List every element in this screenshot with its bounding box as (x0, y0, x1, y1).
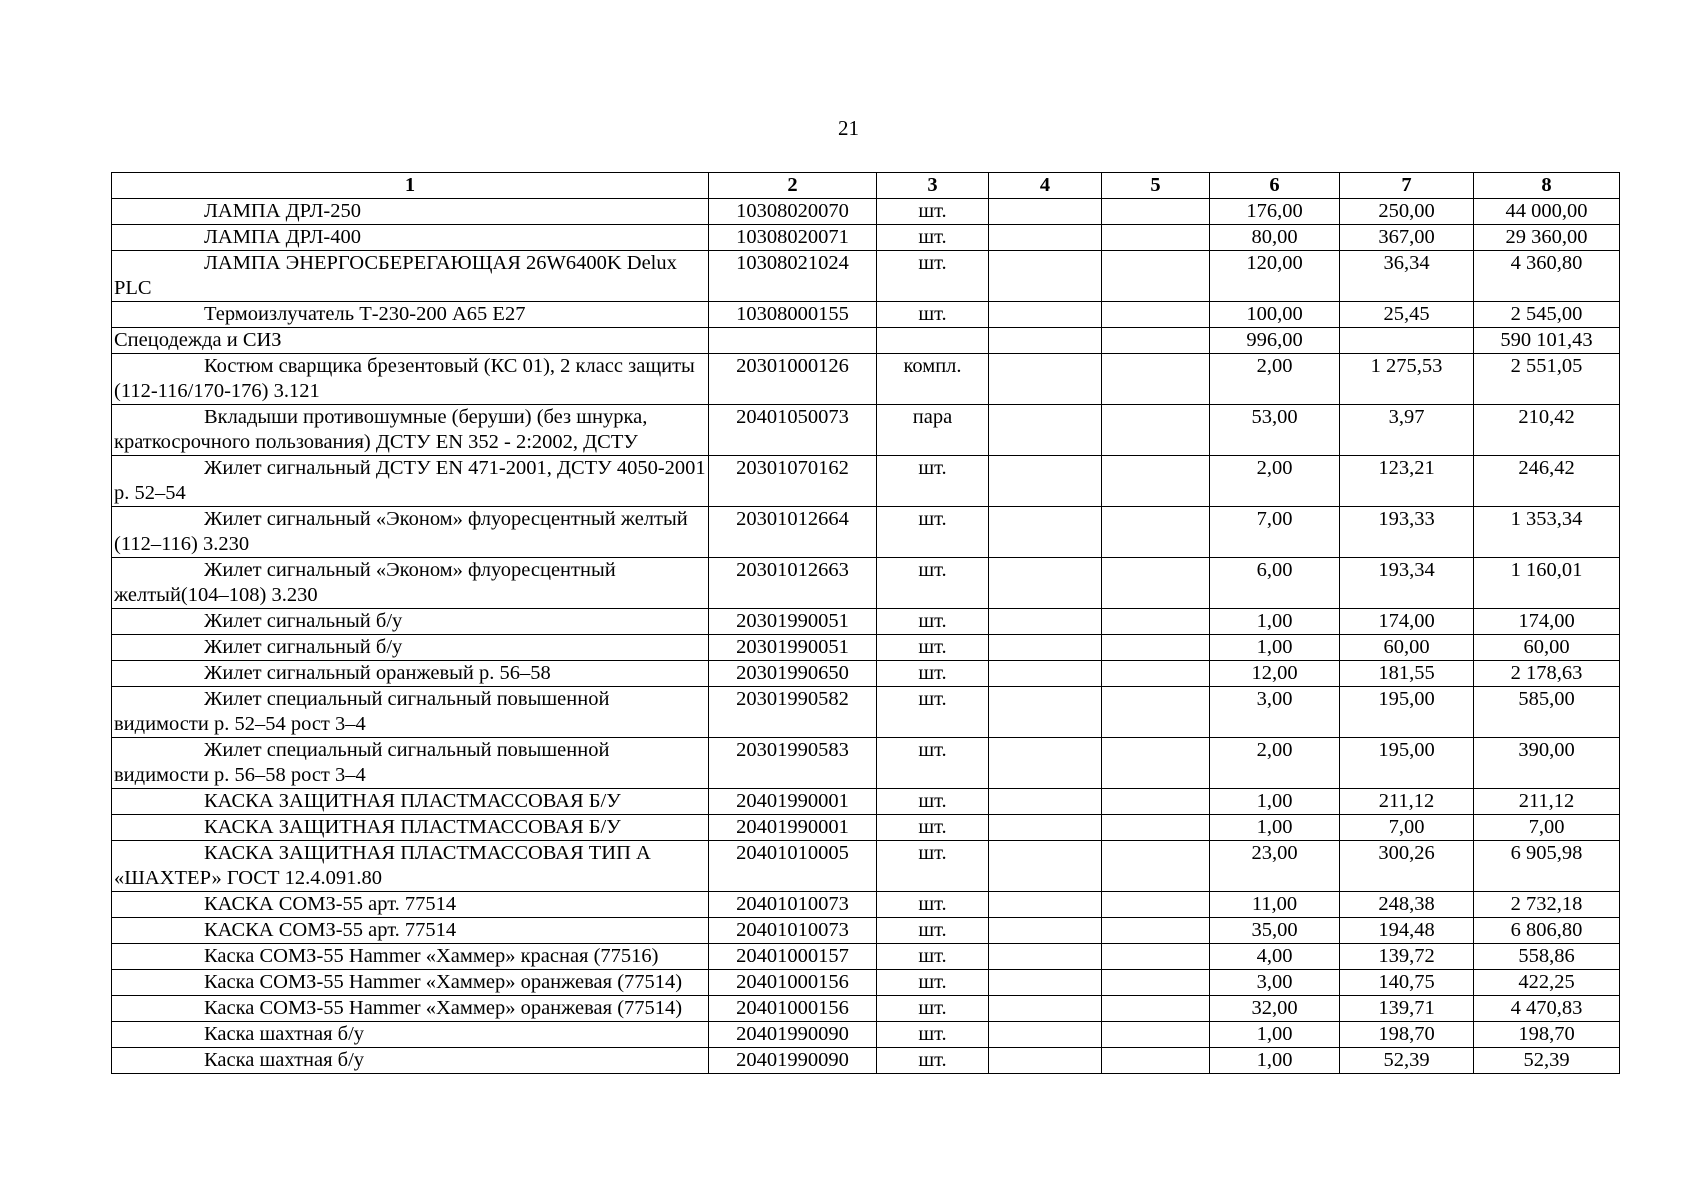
table-row (112, 1022, 1620, 1048)
price-cell: 7,00 (1340, 815, 1474, 841)
quantity-cell: 1,00 (1210, 1022, 1340, 1048)
unit-cell (877, 328, 989, 354)
quantity-cell: 4,00 (1210, 944, 1340, 970)
column-header: 1 (112, 173, 709, 199)
unit-cell: шт. (877, 815, 989, 841)
column-5-cell (1102, 815, 1210, 841)
table-row (112, 199, 1620, 225)
total-cell: 210,42 (1474, 405, 1620, 456)
price-cell: 1 275,53 (1340, 354, 1474, 405)
item-name-cell: Каска СОМЗ-55 Hammer «Хаммер» оранжевая (77514) (112, 996, 709, 1022)
page-number: 21 (838, 116, 859, 140)
price-cell: 198,70 (1340, 1022, 1474, 1048)
item-name-cell: Жилет сигнальный б/у (112, 635, 709, 661)
column-4-cell (989, 328, 1102, 354)
total-cell: 29 360,00 (1474, 225, 1620, 251)
column-4-cell (989, 558, 1102, 609)
quantity-cell: 32,00 (1210, 996, 1340, 1022)
table-row (112, 841, 1620, 892)
item-name-cell: Вкладыши противошумные (беруши) (без шнурка, краткосрочного пользования) ДСТУ EN 352 - 2:2002, ДСТУ (112, 405, 709, 456)
item-name-cell: КАСКА ЗАЩИТНАЯ ПЛАСТМАССОВАЯ Б/У (112, 789, 709, 815)
item-name-cell: Жилет сигнальный оранжевый р. 56–58 (112, 661, 709, 687)
item-name-cell: КАСКА ЗАЩИТНАЯ ПЛАСТМАССОВАЯ Б/У (112, 815, 709, 841)
item-name-cell: ЛАМПА ДРЛ-250 (112, 199, 709, 225)
total-cell: 2 732,18 (1474, 892, 1620, 918)
column-4-cell (989, 251, 1102, 302)
quantity-cell: 1,00 (1210, 789, 1340, 815)
column-4-cell (989, 456, 1102, 507)
unit-cell: шт. (877, 841, 989, 892)
column-4-cell (989, 354, 1102, 405)
price-cell: 52,39 (1340, 1048, 1474, 1074)
quantity-cell: 176,00 (1210, 199, 1340, 225)
item-name-cell: ЛАМПА ДРЛ-400 (112, 225, 709, 251)
quantity-cell: 1,00 (1210, 609, 1340, 635)
price-cell: 211,12 (1340, 789, 1474, 815)
column-5-cell (1102, 687, 1210, 738)
price-cell: 3,97 (1340, 405, 1474, 456)
item-code-cell: 10308020070 (709, 199, 877, 225)
price-cell: 139,72 (1340, 944, 1474, 970)
unit-cell: шт. (877, 1048, 989, 1074)
table-row (112, 892, 1620, 918)
column-5-cell (1102, 558, 1210, 609)
column-5-cell (1102, 841, 1210, 892)
column-5-cell (1102, 507, 1210, 558)
unit-cell: шт. (877, 199, 989, 225)
column-4-cell (989, 841, 1102, 892)
price-cell: 248,38 (1340, 892, 1474, 918)
item-name-cell: Каска СОМЗ-55 Hammer «Хаммер» красная (77516) (112, 944, 709, 970)
item-code-cell: 20401990090 (709, 1048, 877, 1074)
column-5-cell (1102, 405, 1210, 456)
item-name-cell: ЛАМПА ЭНЕРГОСБЕРЕГАЮЩАЯ 26W6400K Delux PLC (112, 251, 709, 302)
price-cell: 60,00 (1340, 635, 1474, 661)
quantity-cell: 100,00 (1210, 302, 1340, 328)
column-4-cell (989, 405, 1102, 456)
price-cell: 36,34 (1340, 251, 1474, 302)
item-code-cell: 20401990001 (709, 789, 877, 815)
column-4-cell (989, 225, 1102, 251)
table-header-row (112, 173, 1620, 199)
table-row (112, 251, 1620, 302)
quantity-cell: 120,00 (1210, 251, 1340, 302)
total-cell: 558,86 (1474, 944, 1620, 970)
column-5-cell (1102, 251, 1210, 302)
price-cell: 139,71 (1340, 996, 1474, 1022)
quantity-cell: 2,00 (1210, 738, 1340, 789)
quantity-cell: 7,00 (1210, 507, 1340, 558)
table-row (112, 918, 1620, 944)
unit-cell: шт. (877, 687, 989, 738)
unit-cell: шт. (877, 738, 989, 789)
item-name-cell: КАСКА ЗАЩИТНАЯ ПЛАСТМАССОВАЯ ТИП А «ШАХТЕР» ГОСТ 12.4.091.80 (112, 841, 709, 892)
table-row (112, 738, 1620, 789)
item-code-cell: 20301990650 (709, 661, 877, 687)
unit-cell: шт. (877, 609, 989, 635)
table-row (112, 302, 1620, 328)
quantity-cell: 6,00 (1210, 558, 1340, 609)
table-row (112, 815, 1620, 841)
column-4-cell (989, 609, 1102, 635)
price-cell: 250,00 (1340, 199, 1474, 225)
column-4-cell (989, 738, 1102, 789)
unit-cell: шт. (877, 944, 989, 970)
item-code-cell: 20401990001 (709, 815, 877, 841)
item-code-cell: 20401050073 (709, 405, 877, 456)
total-cell: 211,12 (1474, 789, 1620, 815)
column-4-cell (989, 789, 1102, 815)
table-row (112, 687, 1620, 738)
item-name-cell: Жилет специальный сигнальный повышенной видимости р. 56–58 рост 3–4 (112, 738, 709, 789)
unit-cell: шт. (877, 635, 989, 661)
unit-cell: шт. (877, 789, 989, 815)
item-name-cell: Спецодежда и СИЗ (112, 328, 709, 354)
unit-cell: шт. (877, 302, 989, 328)
table-row (112, 661, 1620, 687)
quantity-cell: 1,00 (1210, 1048, 1340, 1074)
table-group-row (112, 328, 1620, 354)
item-code-cell: 20301000126 (709, 354, 877, 405)
column-header: 4 (989, 173, 1102, 199)
item-code-cell: 10308020071 (709, 225, 877, 251)
column-5-cell (1102, 328, 1210, 354)
price-cell: 140,75 (1340, 970, 1474, 996)
table-row (112, 1048, 1620, 1074)
table-body (112, 199, 1620, 1074)
column-4-cell (989, 661, 1102, 687)
unit-cell: шт. (877, 558, 989, 609)
total-cell: 585,00 (1474, 687, 1620, 738)
column-5-cell (1102, 225, 1210, 251)
column-header: 7 (1340, 173, 1474, 199)
item-code-cell: 20401000157 (709, 944, 877, 970)
inventory-table (111, 172, 1620, 1074)
total-cell: 174,00 (1474, 609, 1620, 635)
column-4-cell (989, 1048, 1102, 1074)
total-cell: 390,00 (1474, 738, 1620, 789)
item-name-cell: Жилет сигнальный «Эконом» флуоресцентный желтый (112–116) 3.230 (112, 507, 709, 558)
column-header: 6 (1210, 173, 1340, 199)
column-5-cell (1102, 892, 1210, 918)
table-row (112, 996, 1620, 1022)
unit-cell: шт. (877, 661, 989, 687)
column-header: 5 (1102, 173, 1210, 199)
price-cell: 195,00 (1340, 687, 1474, 738)
table-row (112, 944, 1620, 970)
quantity-cell: 2,00 (1210, 354, 1340, 405)
column-4-cell (989, 687, 1102, 738)
column-4-cell (989, 892, 1102, 918)
unit-cell: шт. (877, 225, 989, 251)
column-5-cell (1102, 354, 1210, 405)
column-4-cell (989, 970, 1102, 996)
table-row (112, 789, 1620, 815)
column-5-cell (1102, 302, 1210, 328)
item-code-cell: 20301012663 (709, 558, 877, 609)
table-row (112, 635, 1620, 661)
item-name-cell: Каска шахтная б/у (112, 1022, 709, 1048)
total-cell: 422,25 (1474, 970, 1620, 996)
column-5-cell (1102, 635, 1210, 661)
table-row (112, 970, 1620, 996)
price-cell: 195,00 (1340, 738, 1474, 789)
unit-cell: шт. (877, 456, 989, 507)
column-4-cell (989, 507, 1102, 558)
item-code-cell: 20301990582 (709, 687, 877, 738)
item-code-cell: 20401990090 (709, 1022, 877, 1048)
total-cell: 52,39 (1474, 1048, 1620, 1074)
item-name-cell: КАСКА СОМЗ-55 арт. 77514 (112, 892, 709, 918)
total-cell: 6 806,80 (1474, 918, 1620, 944)
column-5-cell (1102, 944, 1210, 970)
total-cell: 246,42 (1474, 456, 1620, 507)
column-4-cell (989, 944, 1102, 970)
column-header: 2 (709, 173, 877, 199)
column-4-cell (989, 199, 1102, 225)
quantity-cell: 11,00 (1210, 892, 1340, 918)
price-cell: 367,00 (1340, 225, 1474, 251)
price-cell: 25,45 (1340, 302, 1474, 328)
column-5-cell (1102, 661, 1210, 687)
quantity-cell: 53,00 (1210, 405, 1340, 456)
quantity-cell: 3,00 (1210, 687, 1340, 738)
column-header: 3 (877, 173, 989, 199)
quantity-cell: 12,00 (1210, 661, 1340, 687)
unit-cell: шт. (877, 918, 989, 944)
total-cell: 198,70 (1474, 1022, 1620, 1048)
item-name-cell: КАСКА СОМЗ-55 арт. 77514 (112, 918, 709, 944)
total-cell: 4 360,80 (1474, 251, 1620, 302)
column-5-cell (1102, 918, 1210, 944)
column-4-cell (989, 302, 1102, 328)
price-cell: 193,33 (1340, 507, 1474, 558)
price-cell: 181,55 (1340, 661, 1474, 687)
item-name-cell: Жилет сигнальный б/у (112, 609, 709, 635)
quantity-cell: 3,00 (1210, 970, 1340, 996)
item-code-cell: 20401000156 (709, 996, 877, 1022)
table-row (112, 405, 1620, 456)
column-5-cell (1102, 738, 1210, 789)
item-code-cell: 10308000155 (709, 302, 877, 328)
total-cell: 2 178,63 (1474, 661, 1620, 687)
column-4-cell (989, 996, 1102, 1022)
item-code-cell: 20301990051 (709, 609, 877, 635)
column-4-cell (989, 1022, 1102, 1048)
total-cell: 60,00 (1474, 635, 1620, 661)
unit-cell: шт. (877, 251, 989, 302)
item-code-cell: 20401010073 (709, 918, 877, 944)
total-cell: 2 551,05 (1474, 354, 1620, 405)
item-code-cell: 20301990583 (709, 738, 877, 789)
total-cell: 1 353,34 (1474, 507, 1620, 558)
item-code-cell: 20401010073 (709, 892, 877, 918)
unit-cell: шт. (877, 1022, 989, 1048)
total-cell: 2 545,00 (1474, 302, 1620, 328)
item-name-cell: Жилет сигнальный ДСТУ EN 471-2001, ДСТУ 4050-2001 р. 52–54 (112, 456, 709, 507)
item-name-cell: Костюм сварщика брезентовый (КС 01), 2 класс защиты (112-116/170-176) 3.121 (112, 354, 709, 405)
price-cell: 174,00 (1340, 609, 1474, 635)
column-5-cell (1102, 199, 1210, 225)
table-row (112, 609, 1620, 635)
column-5-cell (1102, 996, 1210, 1022)
unit-cell: пара (877, 405, 989, 456)
item-name-cell: Жилет сигнальный «Эконом» флуоресцентный желтый(104–108) 3.230 (112, 558, 709, 609)
total-cell: 1 160,01 (1474, 558, 1620, 609)
column-4-cell (989, 918, 1102, 944)
table-row (112, 354, 1620, 405)
quantity-cell: 23,00 (1210, 841, 1340, 892)
column-4-cell (989, 815, 1102, 841)
item-code-cell: 20301012664 (709, 507, 877, 558)
column-5-cell (1102, 456, 1210, 507)
price-cell: 300,26 (1340, 841, 1474, 892)
quantity-cell: 35,00 (1210, 918, 1340, 944)
column-5-cell (1102, 970, 1210, 996)
item-code-cell (709, 328, 877, 354)
quantity-cell: 2,00 (1210, 456, 1340, 507)
table-row (112, 225, 1620, 251)
unit-cell: шт. (877, 892, 989, 918)
quantity-cell: 80,00 (1210, 225, 1340, 251)
unit-cell: шт. (877, 507, 989, 558)
item-code-cell: 20301070162 (709, 456, 877, 507)
unit-cell: компл. (877, 354, 989, 405)
price-cell: 193,34 (1340, 558, 1474, 609)
table-row (112, 507, 1620, 558)
column-5-cell (1102, 609, 1210, 635)
item-name-cell: Каска шахтная б/у (112, 1048, 709, 1074)
unit-cell: шт. (877, 970, 989, 996)
total-cell: 4 470,83 (1474, 996, 1620, 1022)
total-cell: 7,00 (1474, 815, 1620, 841)
column-5-cell (1102, 1048, 1210, 1074)
table-row (112, 456, 1620, 507)
item-code-cell: 10308021024 (709, 251, 877, 302)
quantity-cell: 996,00 (1210, 328, 1340, 354)
item-code-cell: 20401000156 (709, 970, 877, 996)
price-cell: 194,48 (1340, 918, 1474, 944)
column-4-cell (989, 635, 1102, 661)
item-code-cell: 20401010005 (709, 841, 877, 892)
total-cell: 590 101,43 (1474, 328, 1620, 354)
column-5-cell (1102, 1022, 1210, 1048)
item-name-cell: Каска СОМЗ-55 Hammer «Хаммер» оранжевая (77514) (112, 970, 709, 996)
item-name-cell: Термоизлучатель Т-230-200 А65 Е27 (112, 302, 709, 328)
item-code-cell: 20301990051 (709, 635, 877, 661)
column-header: 8 (1474, 173, 1620, 199)
price-cell (1340, 328, 1474, 354)
quantity-cell: 1,00 (1210, 815, 1340, 841)
price-cell: 123,21 (1340, 456, 1474, 507)
table-row (112, 558, 1620, 609)
quantity-cell: 1,00 (1210, 635, 1340, 661)
item-name-cell: Жилет специальный сигнальный повышенной видимости р. 52–54 рост 3–4 (112, 687, 709, 738)
total-cell: 6 905,98 (1474, 841, 1620, 892)
unit-cell: шт. (877, 996, 989, 1022)
column-5-cell (1102, 789, 1210, 815)
total-cell: 44 000,00 (1474, 199, 1620, 225)
